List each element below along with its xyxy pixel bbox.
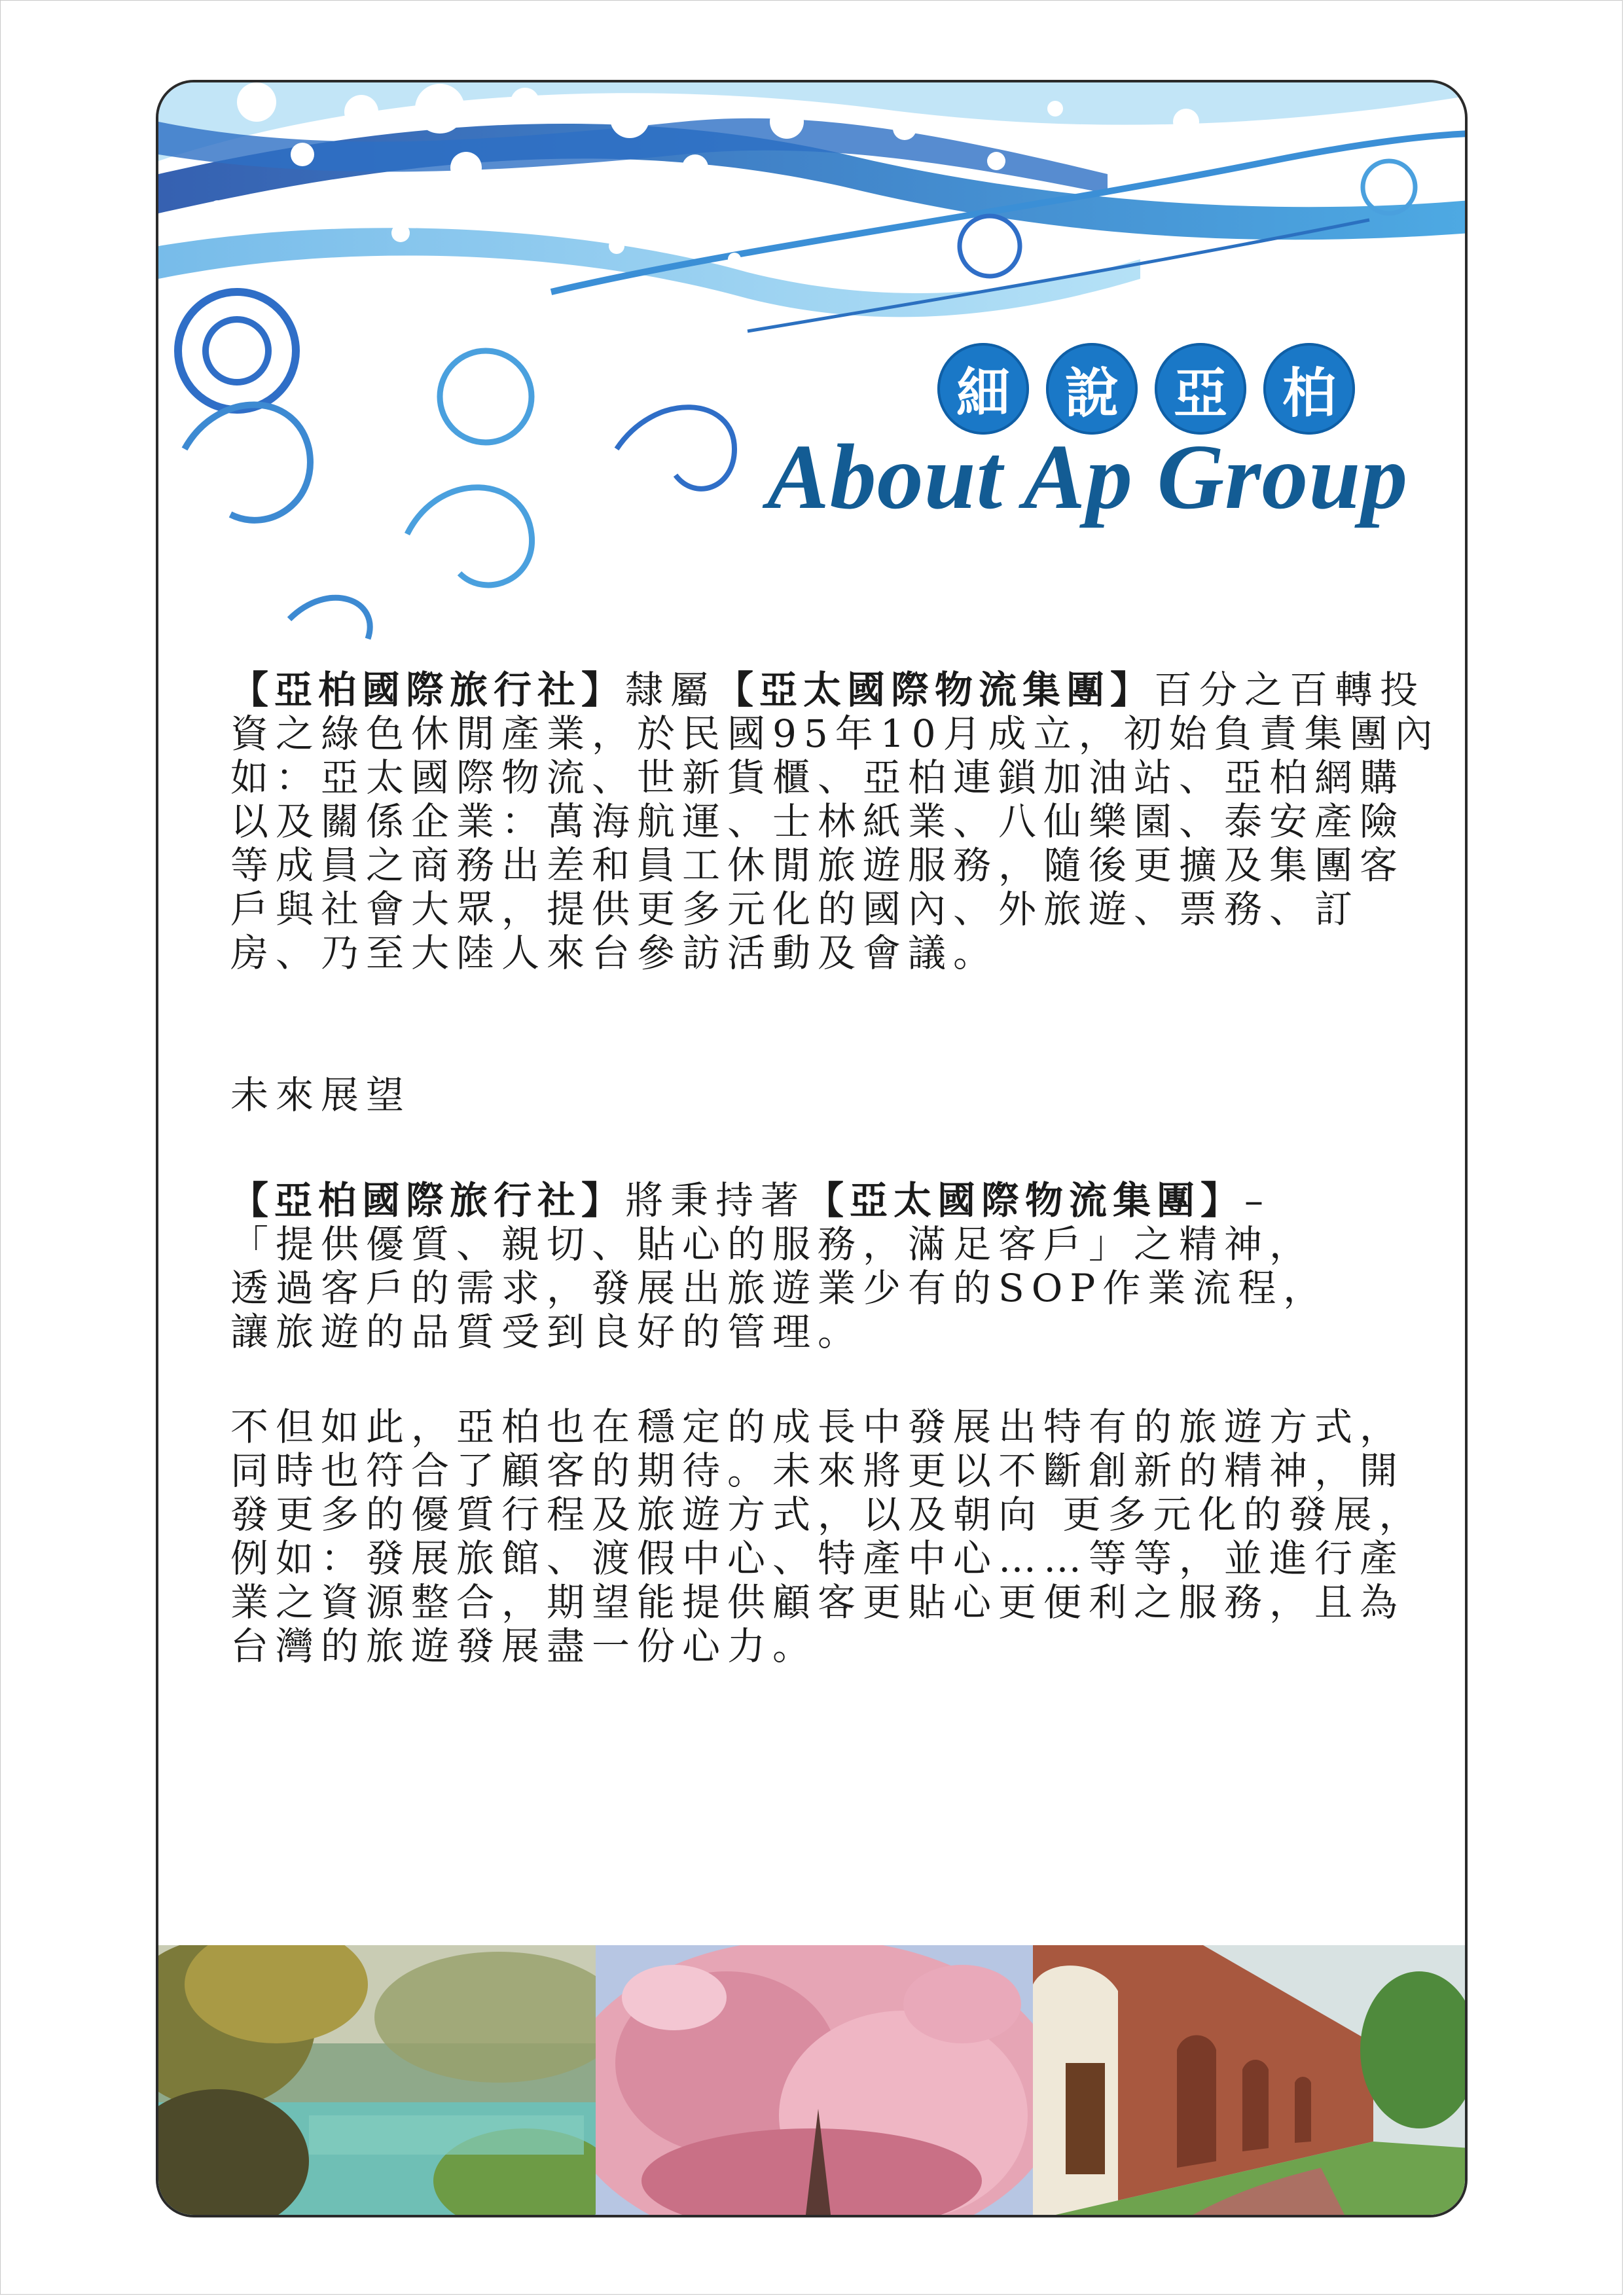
body-content xyxy=(230,668,1441,1668)
vision-line: 讓旅遊的品質受到良好的管理。 xyxy=(230,1310,863,1354)
connector-text: 將秉持著 xyxy=(625,1178,806,1223)
org-name: 【亞柏國際旅行社】 xyxy=(230,1178,626,1223)
future-paragraph: 不但如此，亞柏也在穩定的成長中發展出特有的旅遊方式，同時也符合了顧客的期待。未來將更以不斷創新的精神，開發更多的優質行程及旅遊方式，以及朝向 更多元化的發展，例如：發展旅館、渡假中心、特產中心……等等，並進行產業之資源整合，期望能提供顧客更貼心更便利之服務，且為台灣的旅遊發展盡一份心力。 xyxy=(230,1405,1424,1668)
vision-paragraph xyxy=(230,1179,1441,1354)
title-char: 細 xyxy=(937,343,1029,435)
photo-strip xyxy=(158,1945,1468,2217)
subtitle: About Ap Group xyxy=(767,425,1409,528)
title-char: 柏 xyxy=(1263,343,1355,435)
dash: – xyxy=(1244,1178,1271,1223)
intro-paragraph xyxy=(230,668,1441,975)
cherry-blossom-photo xyxy=(596,1945,1033,2217)
lake-photo xyxy=(158,1945,596,2217)
org-name: 【亞太國際物流集團】 xyxy=(715,668,1155,712)
brick-building-photo xyxy=(1033,1945,1468,2217)
title-badges xyxy=(937,343,1355,435)
section-heading: 未來展望 xyxy=(230,1073,412,1117)
vision-line: 透過客戶的需求，發展出旅遊業少有的SOP作業流程， xyxy=(230,1266,1329,1310)
brochure-card xyxy=(156,80,1468,2217)
org-name: 【亞柏國際旅行社】 xyxy=(230,668,626,712)
vision-line: 「提供優質、親切、貼心的服務，滿足客戶」之精神， xyxy=(230,1222,1315,1266)
title-char: 亞 xyxy=(1155,343,1246,435)
intro-body: 百分之百轉投資之綠色休閒產業，於民國95年10月成立，初始負責集團內如：亞太國際物流、世新貨櫃、亞柏連鎖加油站、亞柏網購以及關係企業：萬海航運、士林紙業、八仙樂園、泰安產險等成員之商務出差和員工休閒旅遊服務，隨後更擴及集團客戶與社會大眾，提供更多元化的國內、外旅遊、票務、訂房、乃至大陸人來台參訪活動及會議。 xyxy=(230,668,1440,975)
title-char: 說 xyxy=(1046,343,1138,435)
org-name: 【亞太國際物流集團】 xyxy=(806,1178,1245,1223)
connector-text: 隸屬 xyxy=(625,668,716,712)
